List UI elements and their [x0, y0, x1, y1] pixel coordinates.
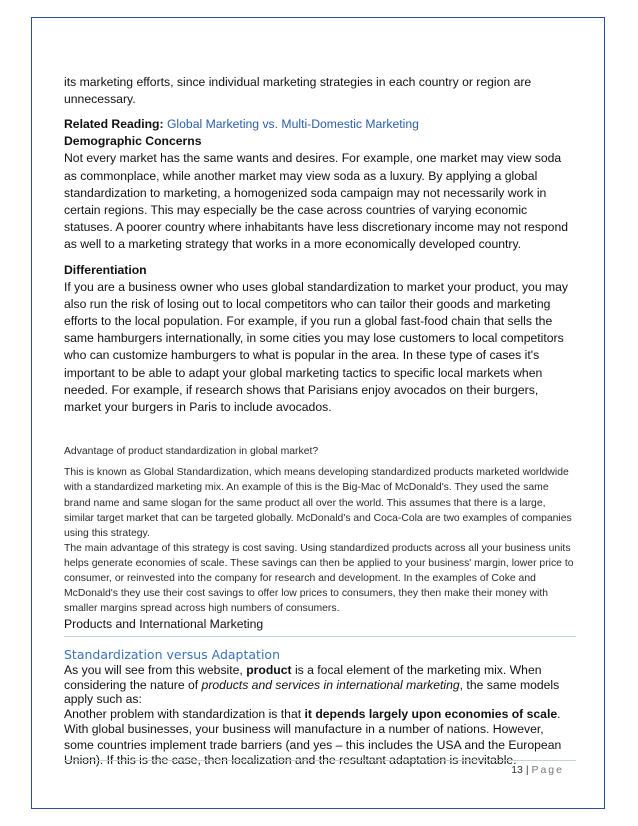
differentiation-paragraph: If you are a business owner who uses global standardization to market your product, you may also run the risk of losing out to local competitors who can tailor their goods and marketing efforts to the local population. For example, if you run a global fast-food chain that sells the same hamburgers internationally, in some cities you may lose customers to local competitors who can customize hamburgers to what is popular in the area. In these type of cases it's important to be able to adapt your global marketing tactics to specific local markets when needed. For example, if research shows that Parisians enjoy avocados on their burgers, market your burgers in Paris to include avocados. [64, 279, 569, 415]
footer-rule [64, 760, 576, 761]
demographic-paragraph: Not every market has the same wants and desires. For example, one market may view soda as commonplace, while another market may view soda as a luxury. By applying a global standardization to marketing, a homogenized soda campaign may not necessarily work in certain regions. This may especially be the case across countries of varying economic statuses. A poorer country where inhabitants have less discretionary income may not respond as well to a marketing strategy that works in a more economically developed country. [64, 151, 569, 252]
advantage-paragraph-2: The main advantage of this strategy is cost saving. Using standardized products across all your business units helps generate economies of scale. These savings can then be applied to your business' margin, lower price to consumer, or reinvested into the company for research and development. In the examples of Coke and McDonald's they use their cost savings to offer low prices to consumers, they then make their money with smaller margins spread across high numbers of consumers. [64, 542, 574, 615]
demographic-heading: Demographic Concerns [64, 134, 202, 149]
advantage-paragraph-1: This is known as Global Standardization, which means developing standardized products marketed worldwide with a standardized marketing mix. An example of this is the Big-Mac of McDonald's. They used the same brand name and same slogan for the same product all over the world. This assumes that there is a large, similar target market that can be targeted globally. McDonald's and Coca-Cola are two examples of companies using this strategy. [64, 467, 572, 539]
products-heading: Products and International Marketing [64, 616, 576, 637]
related-reading-link[interactable]: Global Marketing vs. Multi-Domestic Marketing [166, 117, 419, 132]
page-word: Page [531, 764, 564, 776]
page-separator: | [525, 764, 529, 776]
intro-paragraph: its marketing efforts, since individual marketing strategies in each country or region are unnecessary. [64, 75, 532, 107]
related-reading [64, 116, 576, 133]
page-number [511, 764, 564, 776]
page-number-value: 13 [511, 764, 523, 776]
advantage-question: Advantage of product standardization in global market? [64, 446, 319, 458]
related-reading-label: Related Reading: [64, 117, 164, 132]
differentiation-heading: Differentiation [64, 262, 147, 277]
standardization-paragraph-2: Another problem with standardization is that it depends largely upon economies of scale. With global businesses, your business will manufacture in a number of nations. However, some countries implement trade barriers (and yes – this includes the USA and the European Union). If this is the case, then localization and the resultant adaptation is inevitable. [64, 706, 562, 768]
standardization-paragraph-1: As you will see from this website, product is a focal element of the marketing mix. When considering the nature of products and services in international marketing, the same models apply such as: [64, 663, 560, 707]
standardization-heading: Standardization versus Adaptation [64, 647, 280, 663]
page-content [64, 74, 576, 769]
